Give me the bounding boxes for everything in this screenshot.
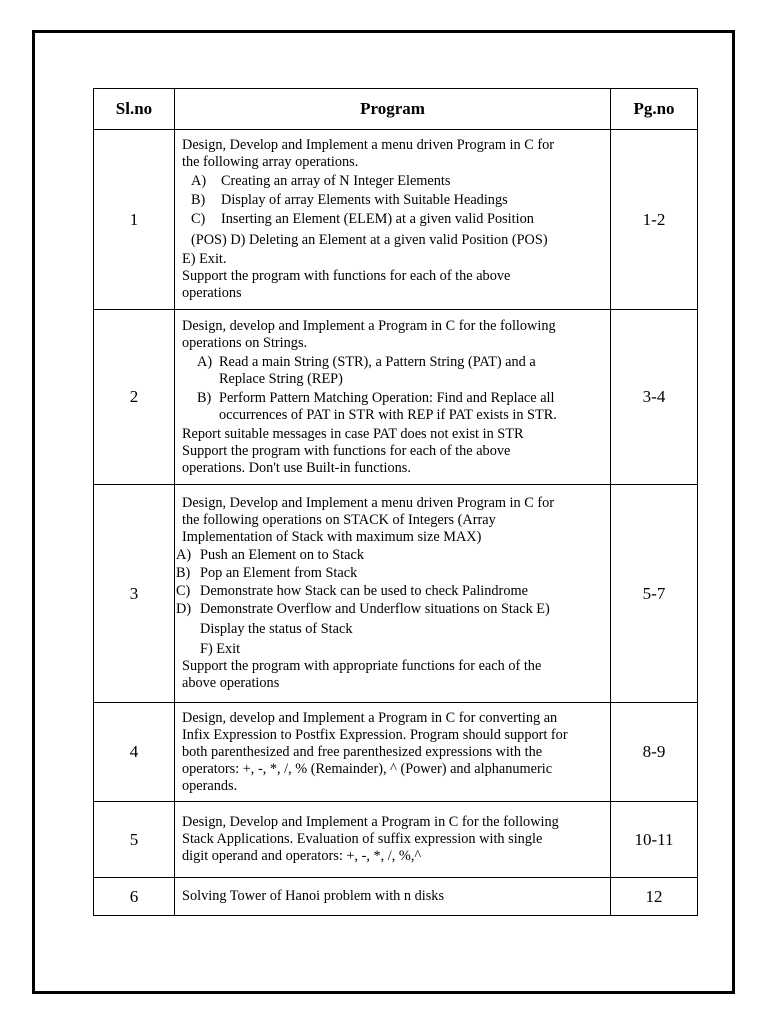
description-line: Report suitable messages in case PAT does not exist in STR xyxy=(182,425,524,442)
table-row xyxy=(94,130,698,310)
list-item xyxy=(175,211,610,228)
list-marker: D) xyxy=(176,601,192,617)
page-number: 1-2 xyxy=(611,130,698,310)
page-number: 10-11 xyxy=(611,802,698,878)
list-item xyxy=(175,547,610,564)
list-item-text: Pop an Element from Stack xyxy=(200,565,358,581)
table-row xyxy=(94,878,698,916)
row-number: 5 xyxy=(94,802,175,878)
table-header-row xyxy=(94,89,698,130)
description-line: Stack Applications. Evaluation of suffix expression with single xyxy=(182,831,543,847)
list-item-text: Inserting an Element (ELEM) at a given valid Position xyxy=(221,211,534,227)
description-line: Support the program with appropriate functions for each of the xyxy=(182,658,542,674)
list-item-text: Display of array Elements with Suitable Headings xyxy=(221,192,508,208)
table-row xyxy=(94,310,698,485)
page-number: 12 xyxy=(611,878,698,916)
list-item-text: Demonstrate how Stack can be used to check Palindrome xyxy=(200,583,528,599)
description-line: the following operations on STACK of Integers (Array xyxy=(182,512,496,528)
list-item-text: Push an Element on to Stack xyxy=(200,547,364,563)
list-item-text xyxy=(219,354,536,388)
description-line: Solving Tower of Hanoi problem with n disks xyxy=(182,888,445,904)
description-line: operations on Strings. xyxy=(182,334,308,351)
program-index-table xyxy=(93,88,698,916)
page-number: 5-7 xyxy=(611,485,698,703)
list-marker: B) xyxy=(191,192,206,208)
row-number: 6 xyxy=(94,878,175,916)
program-description xyxy=(175,130,611,310)
list-item-continuation: Display the status of Stack xyxy=(200,621,353,637)
table-row xyxy=(94,802,698,878)
list-item xyxy=(175,173,610,190)
description-line: operands. xyxy=(182,777,238,794)
table-row xyxy=(94,703,698,802)
list-item xyxy=(175,390,610,424)
description-line: Design, develop and Implement a Program in C for converting an xyxy=(182,709,558,726)
program-description xyxy=(175,485,611,703)
program-description xyxy=(175,878,611,916)
list-marker: C) xyxy=(176,583,191,599)
list-item-line: occurrences of PAT in STR with REP if PAT exists in STR. xyxy=(219,406,557,423)
list-item-continuation: (POS) D) Deleting an Element at a given valid Position (POS) xyxy=(191,232,548,248)
description-line: Design, develop and Implement a Program in C for the following xyxy=(182,317,556,334)
description-line: digit operand and operators: +, -, *, /, %,^ xyxy=(182,848,422,864)
list-item-line: Replace String (REP) xyxy=(219,370,343,387)
list-item xyxy=(175,192,610,209)
description-line: Design, Develop and Implement a menu driven Program in C for xyxy=(182,137,555,153)
description-line: operations xyxy=(182,285,242,301)
header-pgno: Pg.no xyxy=(611,89,698,130)
list-item xyxy=(175,565,610,582)
description-line: operations. Don't use Built-in functions. xyxy=(182,459,411,476)
description-line: Support the program with functions for each of the above xyxy=(182,268,511,284)
row-number: 1 xyxy=(94,130,175,310)
description-line: Infix Expression to Postfix Expression. Program should support for xyxy=(182,726,568,743)
row-number: 4 xyxy=(94,703,175,802)
header-program: Program xyxy=(175,89,611,130)
description-line: Design, Develop and Implement a Program in C for the following xyxy=(182,814,559,830)
list-item-text: Creating an array of N Integer Elements xyxy=(221,173,451,189)
list-marker: A) xyxy=(191,173,207,189)
page-number: 3-4 xyxy=(611,310,698,485)
list-item-text: Demonstrate Overflow and Underflow situations on Stack E) xyxy=(200,601,550,617)
page-number: 8-9 xyxy=(611,703,698,802)
program-description xyxy=(175,310,611,485)
header-slno: Sl.no xyxy=(94,89,175,130)
list-item xyxy=(175,583,610,600)
row-number: 3 xyxy=(94,485,175,703)
description-line: above operations xyxy=(182,675,280,691)
list-marker: A) xyxy=(176,547,192,563)
description-line: both parenthesized and free parenthesized expressions with the xyxy=(182,743,543,760)
list-marker: B) xyxy=(176,565,191,581)
list-item-exit: F) Exit xyxy=(200,641,241,657)
row-number: 2 xyxy=(94,310,175,485)
list-marker: B) xyxy=(197,389,212,406)
description-line: operators: +, -, *, /, % (Remainder), ^ (Power) and alphanumeric xyxy=(182,760,553,777)
program-description xyxy=(175,703,611,802)
description-line: the following array operations. xyxy=(182,154,359,170)
description-line: Support the program with functions for each of the above xyxy=(182,442,511,459)
description-line: Implementation of Stack with maximum size MAX) xyxy=(182,529,482,545)
list-marker: C) xyxy=(191,211,206,227)
table-row xyxy=(94,485,698,703)
program-description xyxy=(175,802,611,878)
list-item xyxy=(175,601,610,618)
description-line: E) Exit. xyxy=(182,251,227,267)
list-item-line: Read a main String (STR), a Pattern String (PAT) and a xyxy=(219,353,536,370)
list-item xyxy=(175,354,610,388)
description-line: Design, Develop and Implement a menu driven Program in C for xyxy=(182,495,555,511)
list-item-line: Perform Pattern Matching Operation: Find and Replace all xyxy=(219,389,555,406)
list-item-text xyxy=(219,390,557,424)
list-marker: A) xyxy=(197,353,213,370)
